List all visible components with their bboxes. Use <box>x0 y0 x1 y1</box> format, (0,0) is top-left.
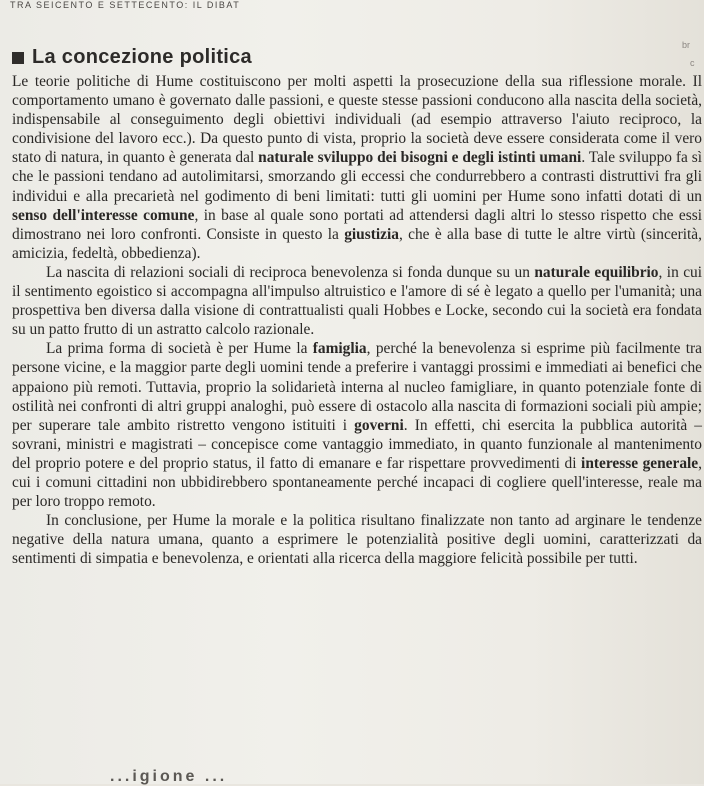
text-run: . In effetti, chi esercita la pubblica autorità – sovrani, ministri e magistrati – concepisce come vantaggio immediato, in quanto funzionale al mantenimento del proprio potere e del proprio status, il fatto di emanare e far rispettare provvedimenti di <box>12 416 702 472</box>
margin-mark: br <box>682 40 691 50</box>
text-run: , che è alla base di tutte le altre virtù (sincerità, amicizia, fedeltà, obbedienza). <box>12 225 702 262</box>
section-heading <box>12 46 252 69</box>
bold-term: interesse generale <box>581 454 699 472</box>
bold-term: senso dell'interesse comune <box>12 206 195 224</box>
heading-square-icon <box>12 52 24 64</box>
paragraph <box>12 339 702 511</box>
text-run: , cui i comuni cittadini non ubbidirebbero spontaneamente perché incapaci di cogliere quell'interesse, reale ma per loro troppo remoto. <box>12 454 702 511</box>
paragraph <box>12 511 702 568</box>
section-title: La concezione politica <box>32 46 252 68</box>
paragraph <box>12 72 702 263</box>
bold-term: naturale sviluppo dei bisogni e degli istinti umani <box>258 149 582 167</box>
text-run: , perché la benevolenza si esprime più facilmente tra persone vicine, e la maggior parte degli uomini tende a preferire i vantaggi prossimi e immediati ai benefici che appaiono più remoti. Tuttavia, proprio la solidarietà interna al nucleo famigliare, in quanto potenziale fonte di ostilità nei confronti di altri gruppi analoghi, può essere di ostacolo alla nascita di formazioni sociali più ampie; per superare tale ambito ristretto vengono istituiti i <box>12 340 702 434</box>
bold-term: naturale equilibrio <box>534 263 659 281</box>
body-text <box>12 72 702 568</box>
text-run: In conclusione, per Hume la morale e la politica risultano finalizzate non tanto ad arginare le tendenze negative della natura umana, quanto a esprimere le potenzialità positive degli uomini, caratterizzati da sentimenti di simpatia e benevolenza, e orientati alla ricerca della maggiore felicità possibile per tutti. <box>12 512 702 568</box>
bold-term: famiglia <box>312 340 367 358</box>
paragraph <box>12 263 702 339</box>
text-run: La nascita di relazioni sociali di reciproca benevolenza si fonda dunque su un <box>46 263 535 281</box>
next-section-heading: ...igione ... <box>110 768 228 785</box>
text-run: Le teorie politiche di Hume costituiscono per molti aspetti la prosecuzione della sua riflessione morale. Il comportamento umano è governato dalle passioni, e queste stesse passioni conducono alla nascita della società, indispensabile al conseguimento degli obiettivi individuali (ad esempio attraverso l'aiuto reciproco, la condivisione del lavoro ecc.). Da questo punto di vista, proprio la società deve essere considerata come il vero stato di natura, in quanto è generata dal <box>12 73 702 167</box>
bold-term: giustizia <box>344 225 399 243</box>
text-run: , in cui il sentimento egoistico si accompagna all'impulso altruistico e l'amore di sé è legato a quello per l'umanità; una prospettiva ben diversa dalla visione di contrattualisti quali Hobbes e Locke, secondo cui la società era fondata su un patto frutto di un astratto calcolo razionale. <box>12 263 702 339</box>
bold-term: governi <box>354 416 404 434</box>
running-head: TRA SEICENTO E SETTECENTO: IL DIBAT <box>10 0 241 10</box>
text-run: La prima forma di società è per Hume la <box>46 340 313 358</box>
text-run: , in base al quale sono portati ad attendersi dagli altri lo stesso rispetto che essi dimostrano nei loro confronti. Consiste in questo la <box>12 206 703 243</box>
text-run: . Tale sviluppo fa sì che le passioni tendano ad autolimitarsi, smorzando gli eccessi che condurrebbero a contrasti distruttivi fra gli individui e alla precarietà nel godimento di beni limitati: tutti gli uomini per Hume sono infatti dotati di un <box>12 149 703 205</box>
margin-mark: c <box>690 58 695 68</box>
